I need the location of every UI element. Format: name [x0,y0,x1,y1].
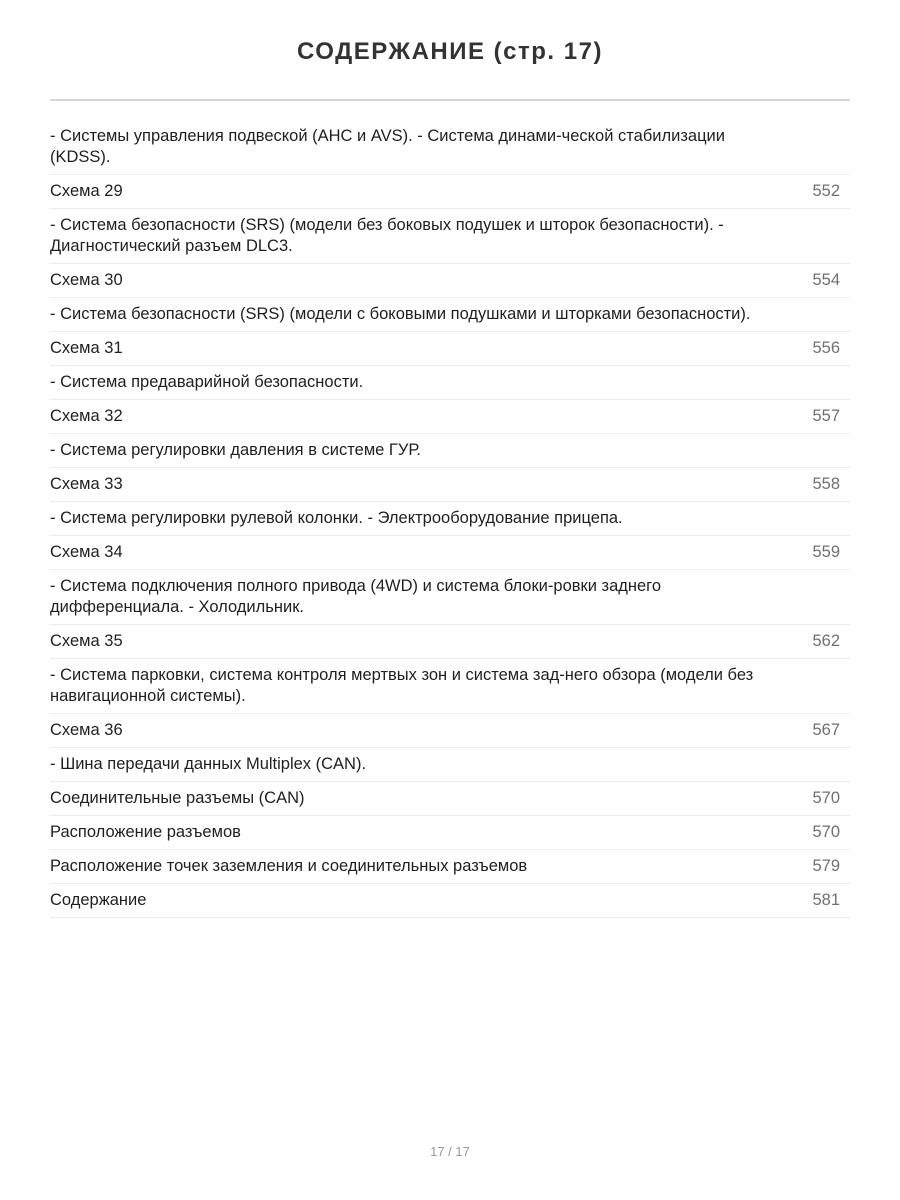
toc-entry-label: Схема 34 [50,543,123,561]
toc-entry-label: Схема 36 [50,721,123,739]
toc-row [50,264,850,298]
toc-row [50,536,850,570]
toc-entry-label: Схема 31 [50,339,123,357]
toc-row [50,659,850,714]
toc-entry-page: 567 [812,721,840,739]
toc-entry-label: Схема 33 [50,475,123,493]
toc-entry-page: 581 [812,891,840,909]
toc-entry-label: - Система предаварийной безопасности. [50,373,364,391]
toc-row [50,502,850,536]
toc-entry-label: - Шина передачи данных Multiplex (CAN). [50,755,367,773]
toc-row [50,332,850,366]
toc-row [50,434,850,468]
toc-entry-label: - Система безопасности (SRS) (модели с боковыми подушками и шторками безопасности). [50,305,751,323]
toc-entry-page: 552 [812,182,840,200]
toc-row [50,782,850,816]
toc-entry-page: 554 [812,271,840,289]
toc-row [50,748,850,782]
toc-entry-label: Схема 32 [50,407,123,425]
toc-row [50,298,850,332]
toc-entry-page: 570 [812,823,840,841]
toc-entry-label: - Система безопасности (SRS) (модели без боковых подушек и шторок безопасности). - Диагностический разъем DLC3. [50,216,724,255]
toc-entry-label: - Системы управления подвеской (AHC и AVS). - Система динами-ческой стабилизации (KDSS). [50,127,725,166]
toc-row [50,816,850,850]
toc-entry-label: Расположение разъемов [50,823,241,841]
toc-entry-label: - Система подключения полного привода (4WD) и система блоки-ровки заднего дифференциала. - Холодильник. [50,577,662,616]
toc-entry-page: 557 [812,407,840,425]
toc-row [50,850,850,884]
toc-entry-label: Схема 35 [50,632,123,650]
toc-row [50,570,850,625]
toc-list [50,120,850,918]
toc-row [50,400,850,434]
toc-entry-label: Соединительные разъемы (CAN) [50,789,305,807]
toc-entry-page: 559 [812,543,840,561]
toc-entry-label: - Система регулировки рулевой колонки. - Электрооборудование прицепа. [50,509,623,527]
toc-entry-page: 570 [812,789,840,807]
toc-row [50,366,850,400]
toc-entry-label: Содержание [50,891,147,909]
page-counter: 17 / 17 [430,1144,470,1159]
toc-entry-page: 556 [812,339,840,357]
page-title: СОДЕРЖАНИЕ (стр. 17) [297,38,603,65]
toc-entry-page: 558 [812,475,840,493]
toc-row [50,468,850,502]
toc-row [50,175,850,209]
toc-entry-label: Схема 30 [50,271,123,289]
toc-row [50,209,850,264]
toc-entry-label: Расположение точек заземления и соединительных разъемов [50,857,528,875]
toc-entry-label: - Система парковки, система контроля мертвых зон и система зад-него обзора (модели без навигационной системы). [50,666,754,705]
toc-row [50,714,850,748]
title-divider [50,99,850,101]
toc-entry-page: 562 [812,632,840,650]
toc-row [50,625,850,659]
toc-entry-label: - Система регулировки давления в системе ГУР. [50,441,421,459]
toc-row [50,884,850,918]
toc-row [50,120,850,175]
toc-entry-page: 579 [812,857,840,875]
toc-entry-label: Схема 29 [50,182,123,200]
